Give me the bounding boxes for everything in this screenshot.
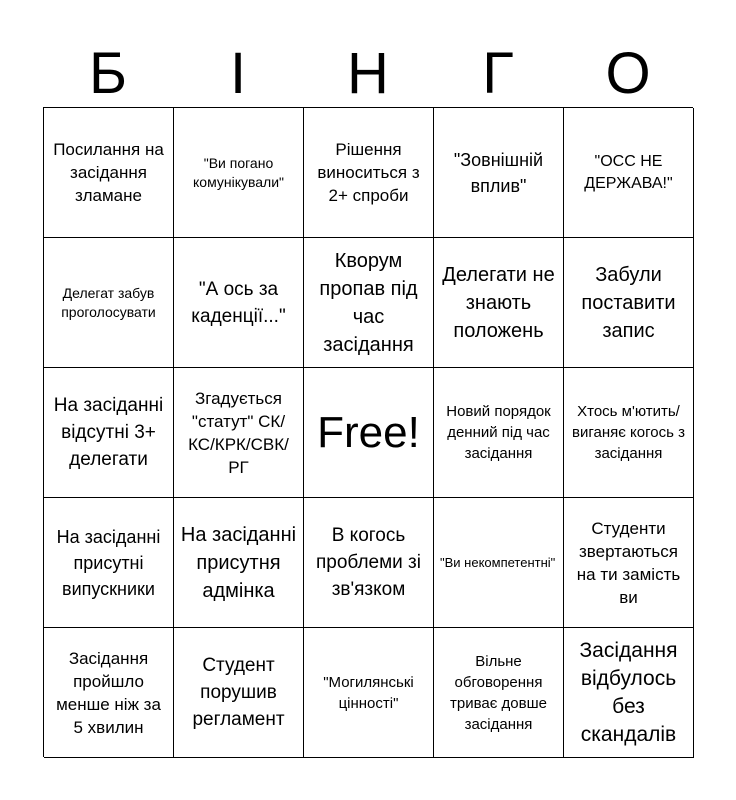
- cell-text: Делегати не знають положень: [442, 263, 555, 342]
- cell-text: Студент порушив регламент: [192, 655, 285, 730]
- bingo-cell[interactable]: [174, 368, 304, 498]
- bingo-cell[interactable]: [434, 108, 564, 238]
- bingo-cell[interactable]: [174, 238, 304, 368]
- bingo-cell[interactable]: [304, 108, 434, 238]
- cell-text: "ОСС НЕ ДЕРЖАВА!": [584, 152, 673, 192]
- bingo-cell[interactable]: [174, 628, 304, 758]
- bingo-title: [43, 40, 693, 108]
- bingo-cell[interactable]: [44, 628, 174, 758]
- cell-text: Хтось м'ютить/виганяє когось з засідання: [572, 403, 685, 462]
- bingo-cell[interactable]: [564, 628, 694, 758]
- bingo-cell[interactable]: [44, 498, 174, 628]
- bingo-cell[interactable]: [434, 628, 564, 758]
- title-letter-i: І: [229, 41, 247, 106]
- bingo-cell[interactable]: [564, 498, 694, 628]
- bingo-cell[interactable]: [434, 498, 564, 628]
- cell-text: "А ось за каденції...": [191, 278, 286, 327]
- cell-text: Забули поставити запис: [581, 263, 676, 342]
- bingo-cell[interactable]: [434, 368, 564, 498]
- title-letter-o: О: [605, 41, 651, 106]
- bingo-cell[interactable]: [44, 368, 174, 498]
- bingo-cell[interactable]: [564, 108, 694, 238]
- cell-text: "Ви погано комунікували": [193, 154, 284, 190]
- cell-text: На засіданні відсутні 3+ делегати: [53, 395, 164, 470]
- cell-text: Посилання на засідання зламане: [53, 140, 164, 205]
- cell-text: Студенти звертаються на ти замість ви: [576, 518, 681, 607]
- bingo-cell[interactable]: [564, 238, 694, 368]
- bingo-cell[interactable]: [304, 238, 434, 368]
- cell-text: На засіданні присутні випускники: [56, 526, 161, 599]
- title-letter-n: Н: [347, 41, 389, 106]
- cell-text: Рішення виноситься з 2+ спроби: [317, 140, 420, 205]
- bingo-cell[interactable]: [304, 498, 434, 628]
- cell-text: Засідання пройшло менше ніж за 5 хвилин: [56, 648, 161, 737]
- cell-text: В когось проблеми зі зв'язком: [316, 525, 421, 600]
- bingo-cell[interactable]: [44, 238, 174, 368]
- bingo-cell[interactable]: [564, 368, 694, 498]
- free-label: Free!: [317, 407, 420, 457]
- cell-text: Новий порядок денний під час засідання: [446, 403, 551, 462]
- cell-text: Кворум пропав під час засідання: [319, 249, 418, 356]
- cell-text: Засідання відбулось без скандалів: [579, 638, 678, 746]
- cell-text: Вільне обговорення триває довше засідання: [450, 652, 547, 733]
- bingo-cell[interactable]: [174, 498, 304, 628]
- free-space[interactable]: [304, 368, 434, 498]
- bingo-cell[interactable]: [304, 628, 434, 758]
- bingo-cell[interactable]: [44, 108, 174, 238]
- cell-text: На засіданні присутня адмінка: [180, 523, 297, 602]
- cell-text: "Могилянські цінності": [323, 673, 414, 712]
- cell-text: Згадується "статут" СК/КС/КРК/СВК/РГ: [188, 388, 289, 477]
- title-letter-h: Г: [482, 41, 514, 106]
- bingo-grid: [43, 107, 693, 757]
- cell-text: "Зовнішній вплив": [453, 149, 544, 196]
- bingo-cell[interactable]: [174, 108, 304, 238]
- bingo-cell[interactable]: [434, 238, 564, 368]
- title-letter-b: Б: [88, 41, 128, 106]
- cell-text: Делегат забув проголосувати: [61, 284, 156, 320]
- cell-text: "Ви некомпетентні": [440, 555, 556, 570]
